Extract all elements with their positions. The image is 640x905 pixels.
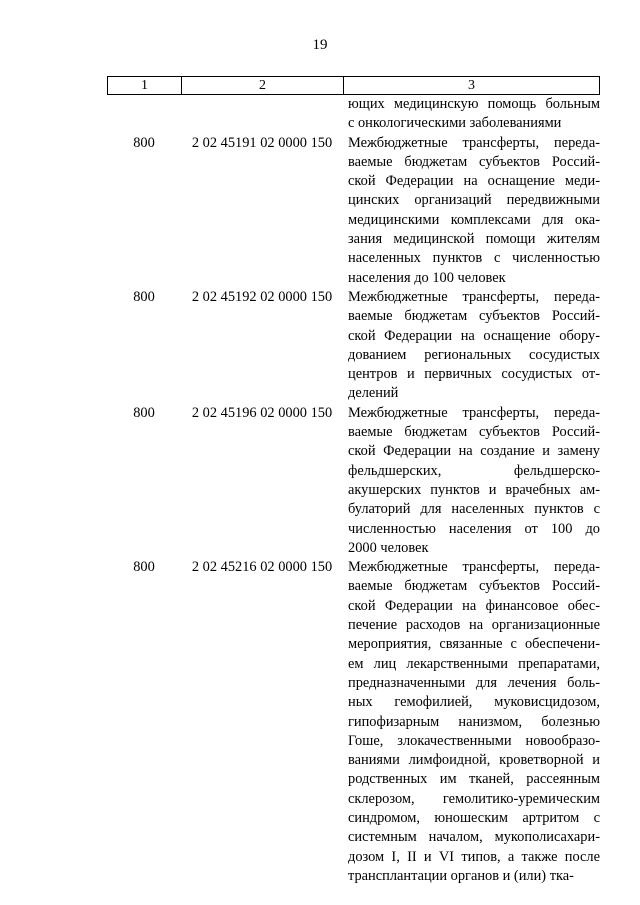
admin-code: 800 <box>133 404 155 421</box>
description-line: делений <box>348 385 399 402</box>
description-line: дованием региональных сосудистых <box>348 346 600 363</box>
description-line: родственных им тканей, рассеянным <box>348 771 600 788</box>
description-line: ющих медицинскую помощь больным <box>348 96 600 112</box>
description-line: ваемые бюджетам субъектов Россий- <box>348 578 600 595</box>
admin-code: 800 <box>133 559 155 576</box>
description-line: синдромом, юношеским артритом с <box>348 809 600 826</box>
table-row <box>107 288 600 404</box>
description-line: населения до 100 человек <box>348 269 506 286</box>
description-line: населенных пунктов с численностью <box>348 250 600 267</box>
description-line: гипофизарным нанизмом, болезнью <box>348 713 600 730</box>
admin-code: 800 <box>133 288 155 305</box>
description-line: с онкологическими заболеваниями <box>348 115 562 132</box>
description-line: печение расходов на организационные <box>348 617 600 634</box>
description-line: ваемые бюджетам субъектов Россий- <box>348 424 600 441</box>
table-row <box>107 404 600 558</box>
table-header <box>107 76 600 95</box>
description <box>343 288 600 404</box>
admin-code: 800 <box>133 134 155 151</box>
description-line: численностью населения от 100 до <box>348 520 600 537</box>
description-line: трансплантации органов и (или) тка- <box>348 867 574 884</box>
continuation-col-1 <box>107 95 181 134</box>
header-col-3: 3 <box>468 77 475 93</box>
budget-classification-code: 2 02 45196 02 0000 150 <box>191 404 333 421</box>
description-line: центров и первичных сосудистых от- <box>348 366 600 383</box>
description-line: Гоше, злокачественными новообразо- <box>348 732 600 749</box>
table-row <box>107 558 600 886</box>
description <box>343 558 600 886</box>
table-row <box>107 134 600 288</box>
budget-classification-code: 2 02 45216 02 0000 150 <box>191 559 333 576</box>
description-line: ской Федерации на оснащение меди- <box>348 173 600 190</box>
description-line: 2000 человек <box>348 539 429 556</box>
description-line: ской Федерации на оснащение обору- <box>348 327 600 344</box>
table-rows <box>107 134 600 887</box>
description-line: ваниями лимфоидной, кроветворной и <box>348 752 600 769</box>
description-line: фельдшерских, фельдшерско- <box>348 462 600 479</box>
description-line: ской Федерации на создание и замену <box>348 443 600 460</box>
budget-classification-code: 2 02 45191 02 0000 150 <box>191 134 333 151</box>
description-line: дозом I, II и VI типов, а также после <box>348 848 600 865</box>
description-line: булаторий для населенных пунктов с <box>348 501 600 518</box>
description-line: медицинскими комплексами для ока- <box>348 211 600 228</box>
description-line: Межбюджетные трансферты, переда- <box>348 559 600 576</box>
description-line: Межбюджетные трансферты, переда- <box>348 404 600 421</box>
description-line: ваемые бюджетам субъектов Россий- <box>348 308 600 325</box>
description-line: ской Федерации на финансовое обес- <box>348 597 600 614</box>
description-line: системным началом, мукополисахари- <box>348 829 600 846</box>
continuation-text <box>343 95 600 134</box>
description-line: предназначенными для лечения боль- <box>348 674 600 691</box>
description-line: ваемые бюджетам субъектов Россий- <box>348 153 600 170</box>
table-body <box>107 95 600 886</box>
description-line: цинских организаций передвижными <box>348 192 600 209</box>
page-number: 19 <box>312 37 328 53</box>
description-line: акушерских пунктов и врачебных ам- <box>348 481 600 498</box>
description-line: ных гемофилией, муковисцидозом, <box>348 694 600 711</box>
continuation-row <box>107 95 600 134</box>
budget-classification-code: 2 02 45192 02 0000 150 <box>191 288 333 305</box>
description <box>343 404 600 558</box>
description-line: мероприятия, связанные с обеспечени- <box>348 636 600 653</box>
description-line: Межбюджетные трансферты, переда- <box>348 288 600 305</box>
description-line: Межбюджетные трансферты, переда- <box>348 134 600 151</box>
continuation-col-2 <box>181 95 343 134</box>
header-col-1: 1 <box>108 77 182 94</box>
description-line: зания медицинской помощи жителям <box>348 231 600 248</box>
description <box>343 134 600 288</box>
description-line: ем лиц лекарственными препаратами, <box>348 655 600 672</box>
header-col-2: 2 <box>182 77 344 94</box>
description-line: склерозом, гемолитико-уремическим <box>348 790 600 807</box>
